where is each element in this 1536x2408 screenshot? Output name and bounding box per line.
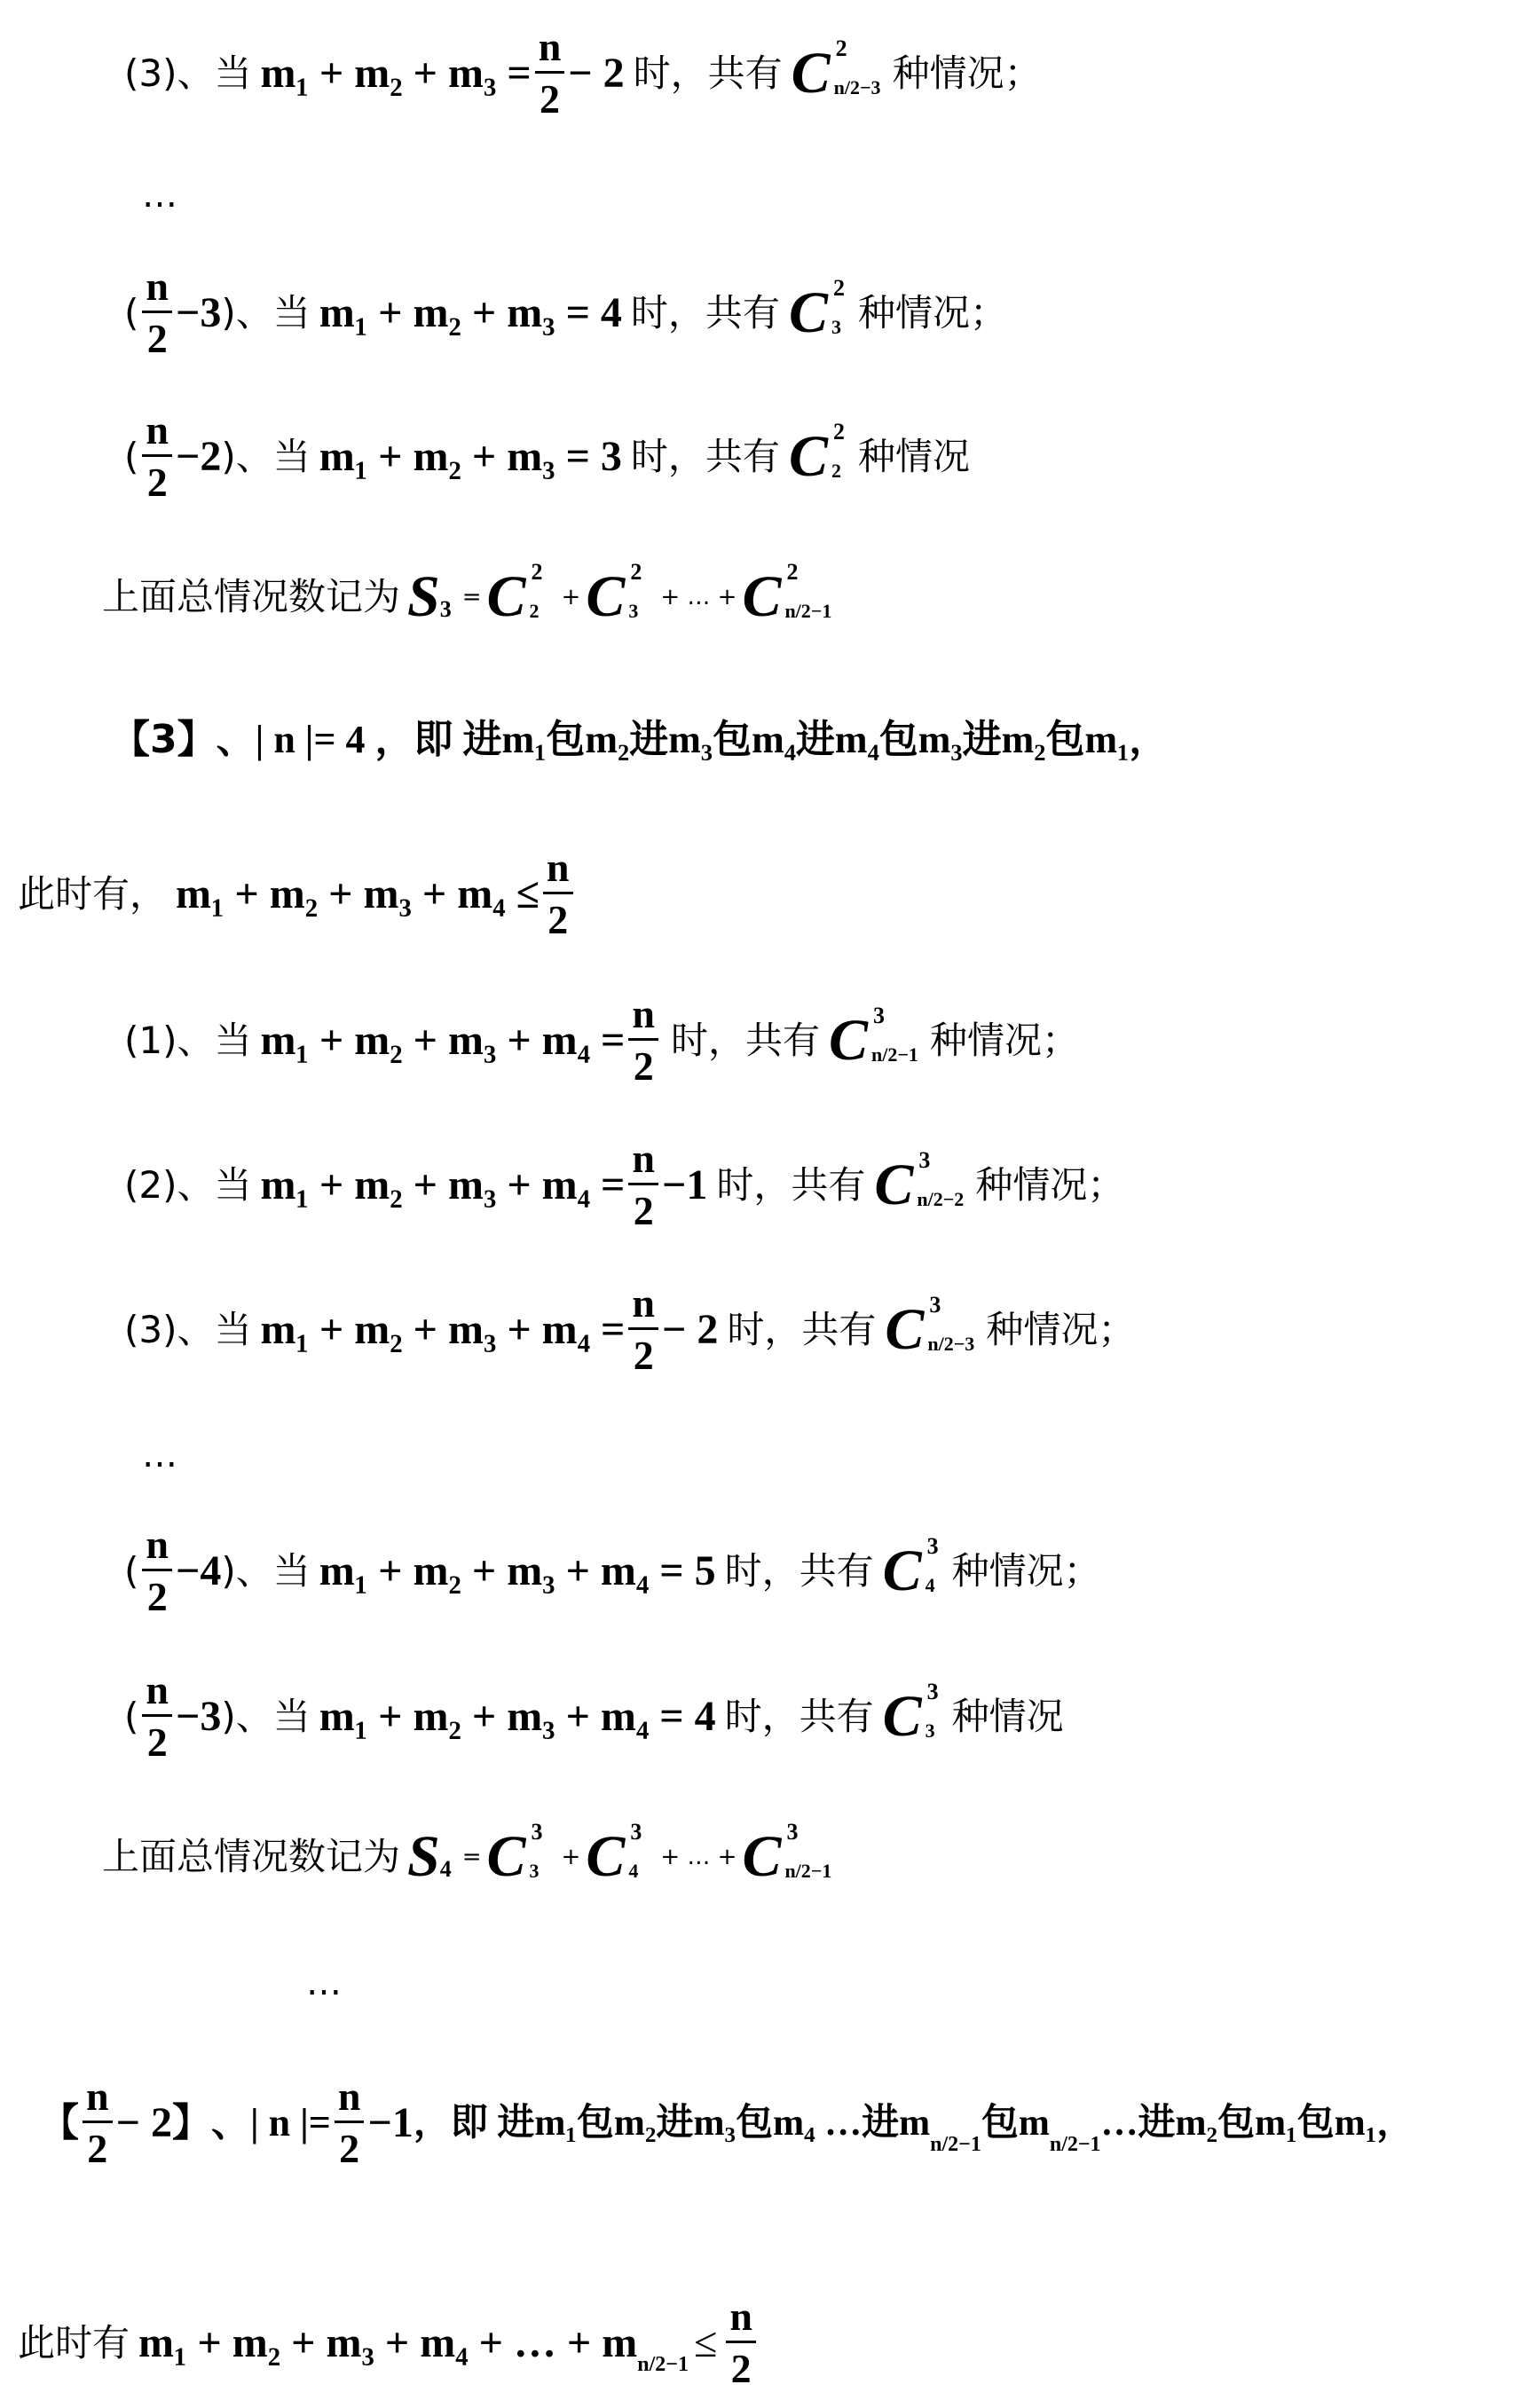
comb-sub: 3 (529, 1860, 540, 1882)
case-prefix: (2)、当 (124, 1162, 252, 1207)
frac-den: 2 (547, 897, 569, 942)
offset: −2 (175, 432, 222, 480)
comb-sup: 2 (531, 559, 543, 585)
frac-num: n (146, 1667, 169, 1712)
offset: − 2 (662, 1305, 719, 1353)
line-case-n2-3-four (124, 1667, 1064, 1765)
frac-num: n (632, 1280, 655, 1326)
fraction (83, 2076, 113, 2169)
mid-text: 时，共有 (630, 434, 780, 478)
combination-symbol: C 2 n/2−1 (742, 559, 832, 629)
combination-symbol: C 2 2 (486, 559, 543, 629)
frac-num: n (729, 2294, 752, 2339)
bracket-close: 】 (171, 2099, 211, 2145)
line-case-n2-2 (124, 407, 970, 505)
line-constraint-4 (18, 847, 577, 940)
ellipsis: … (306, 1963, 343, 2003)
frac-num: n (146, 1522, 169, 1567)
comb-sub: 4 (925, 1573, 935, 1596)
comb-sub: 3 (925, 1719, 935, 1742)
s-symbol: S (407, 564, 440, 629)
tail-text: 种情况； (857, 290, 1007, 334)
combination-symbol: C 3 n/2−2 (874, 1146, 965, 1217)
fraction (535, 24, 565, 122)
case-prefix: (3)、当 (124, 51, 252, 95)
equals-sign: = (461, 584, 482, 610)
offset: −3 (175, 1692, 222, 1740)
line-section-3 (111, 717, 1169, 762)
comb-sup: 3 (929, 1291, 941, 1318)
sum-expression: m₁ + m₂ + m₃ + m₄ = (260, 1016, 626, 1064)
fraction (628, 1138, 658, 1232)
combination-symbol: C 3 4 (586, 1819, 642, 1889)
case-prefix: (1)、当 (124, 1018, 252, 1062)
combination-symbol: C 3 3 (486, 1819, 543, 1889)
sequence-text: ，即 进m₁包m₂进m₃包m₄ …进m (413, 2102, 931, 2144)
combination-symbol: C 3 n/2−1 (829, 1002, 918, 1073)
offset: −4 (175, 1546, 222, 1594)
frac-num: n (86, 2074, 109, 2119)
line-total-s3 (102, 559, 832, 629)
comb-sup: 3 (918, 1146, 931, 1173)
comb-sub: n/2−1 (784, 1860, 832, 1882)
s-subscript: 4 (439, 1856, 452, 1882)
combination-symbol: C 3 n/2−1 (742, 1819, 832, 1889)
case-prefix: (3)、当 (124, 1307, 252, 1351)
comb-sup: 3 (630, 1819, 642, 1845)
frac-den: 2 (146, 1574, 168, 1619)
combination-symbol: C 2 n/2−3 (791, 35, 881, 106)
paren-close: )、当 (221, 1694, 311, 1738)
mid-text: 时，共有 (724, 1548, 874, 1593)
total-label: 上面总情况数记为 (102, 575, 401, 618)
frac-den: 2 (146, 460, 168, 505)
section-bracket: 【3】 (111, 717, 217, 762)
mid-text: 时，共有 (716, 1162, 866, 1207)
mid-text: 时，共有 (671, 1018, 821, 1062)
mid-text: 时，共有 (633, 51, 783, 95)
comb-sub: n/2−1 (784, 600, 832, 622)
combination-symbol: C 2 2 (788, 418, 845, 489)
sum-expression: m₁ + m₂ + m₃ = 4 (319, 288, 622, 336)
paren-open: ( (124, 1548, 139, 1593)
frac-den: 2 (339, 2126, 360, 2171)
abs-n-text: 、| n |= (210, 2100, 331, 2144)
offset: −3 (175, 288, 222, 336)
comb-sup: 3 (926, 1678, 939, 1704)
line-case-n2-4 (124, 1524, 1101, 1617)
constraint-label: 此时有， (18, 871, 168, 916)
comb-sub: 2 (529, 600, 540, 622)
line-case-3-four (124, 1280, 1136, 1378)
tail-text: 种情况； (975, 1162, 1125, 1207)
index-subscript: n/2−1 (930, 2132, 981, 2156)
fraction (543, 847, 573, 940)
mid-text: 时，共有 (724, 1694, 874, 1738)
frac-den: 2 (633, 1333, 654, 1378)
tail-text: 种情况； (986, 1307, 1136, 1351)
combination-symbol: C 3 3 (882, 1678, 939, 1749)
frac-den: 2 (633, 1043, 654, 1089)
sum-expression: m₁ + m₂ + m₃ = 3 (319, 432, 622, 480)
paren-open: ( (124, 290, 139, 334)
line-total-s4 (102, 1819, 832, 1889)
frac-num: n (146, 264, 169, 309)
comb-sup: 3 (926, 1532, 939, 1559)
sum-expression: m₁ + m₂ + m₃ + m₄ = 4 (319, 1692, 716, 1740)
s-subscript: 3 (439, 596, 452, 622)
frac-num: n (632, 1136, 655, 1181)
frac-num: n (146, 407, 169, 452)
comb-sup: 3 (786, 1819, 799, 1845)
paren-open: ( (124, 434, 139, 478)
paren-close: )、当 (221, 290, 311, 334)
fraction (142, 1667, 172, 1765)
frac-den: 2 (146, 316, 168, 361)
constraint-label: 此时有 (18, 2320, 130, 2365)
tail-text: 种情况； (892, 51, 1042, 95)
comb-sup: 2 (835, 35, 847, 61)
frac-num: n (538, 24, 562, 69)
equals-sign: = (461, 1844, 482, 1870)
plus-sign: + (561, 1844, 581, 1870)
mid-text: 时，共有 (630, 290, 780, 334)
sum-expression: m₁ + m₂ + m₃ + m₄ = (260, 1305, 626, 1353)
fraction (142, 407, 172, 505)
fraction (335, 2076, 365, 2169)
fraction (142, 266, 172, 359)
frac-den: 2 (633, 1188, 654, 1233)
ellipsis: … (142, 1435, 179, 1475)
frac-num: n (546, 845, 570, 890)
paren-close: )、当 (221, 1548, 311, 1593)
line-case-n2-3 (124, 266, 1007, 359)
tail-text: 种情况； (930, 1018, 1080, 1062)
combination-symbol: C 2 3 (586, 559, 642, 629)
comb-sub: n/2−1 (871, 1043, 918, 1066)
combination-symbol: C 3 4 (882, 1532, 939, 1603)
leq-sign: ≤ (693, 2318, 718, 2366)
frac-den: 2 (539, 76, 560, 122)
total-label: 上面总情况数记为 (102, 1835, 401, 1878)
ellipsis: … (142, 175, 179, 216)
offset: −1 (662, 1161, 708, 1208)
line-case-2-four (124, 1138, 1124, 1232)
combination-symbol: C 2 3 (788, 274, 845, 345)
sequence-text: 包m (981, 2102, 1050, 2144)
combination-symbol: C 3 n/2−3 (885, 1291, 975, 1362)
ellipsis-plus: + … + (660, 1844, 737, 1870)
offset: −1 (367, 2098, 414, 2146)
index-subscript: n/2−1 (637, 2352, 689, 2376)
comb-sub: 4 (628, 1860, 639, 1882)
fraction (628, 991, 658, 1089)
line-case-1-four (124, 991, 1080, 1089)
comb-sub: n/2−3 (927, 1332, 975, 1355)
section-text: 、| n |= 4 ，即 进m₁包m₂进m₃包m₄进m₄包m₃进m₂包m₁， (216, 718, 1169, 761)
sum-expression: m₁ + m₂ + m₃ + m₄ + … + m (138, 2318, 638, 2366)
mid-text: 时，共有 (727, 1307, 877, 1351)
comb-sub: 2 (831, 459, 841, 482)
frac-den: 2 (87, 2126, 108, 2171)
comb-sub: n/2−3 (833, 75, 881, 98)
comb-sub: 3 (831, 315, 841, 338)
comb-sup: 2 (630, 559, 642, 585)
bracket-open: 【 (40, 2099, 79, 2145)
comb-sub: 3 (628, 600, 639, 622)
fraction (628, 1280, 658, 1378)
comb-sup: 3 (873, 1002, 886, 1028)
frac-den: 2 (730, 2346, 752, 2391)
s-symbol: S (407, 1824, 440, 1889)
fraction (726, 2296, 756, 2389)
sum-expression: m₁ + m₂ + m₃ + m₄ = (260, 1161, 626, 1208)
frac-num: n (337, 2074, 361, 2119)
line-constraint-general (18, 2296, 760, 2389)
fraction (142, 1524, 172, 1617)
frac-num: n (632, 991, 655, 1036)
plus-sign: + (561, 584, 581, 610)
tail-text: 种情况 (857, 434, 970, 478)
paren-close: )、当 (221, 434, 311, 478)
offset: − 2 (568, 49, 625, 97)
sequence-text: …进m₂包m₁包m₁， (1100, 2102, 1414, 2144)
sum-expression: m₁ + m₂ + m₃ = (260, 49, 532, 97)
frac-den: 2 (146, 1719, 168, 1765)
line-section-general (40, 2076, 1414, 2169)
tail-text: 种情况； (951, 1548, 1101, 1593)
index-subscript: n/2−1 (1049, 2132, 1101, 2156)
tail-text: 种情况 (951, 1694, 1064, 1738)
offset: − 2 (115, 2098, 172, 2146)
sum-expression: m₁ + m₂ + m₃ + m₄ ≤ (176, 870, 540, 917)
comb-sup: 3 (531, 1819, 543, 1845)
comb-sub: n/2−2 (917, 1187, 965, 1210)
sum-expression: m₁ + m₂ + m₃ + m₄ = 5 (319, 1546, 716, 1594)
comb-sup: 2 (832, 274, 845, 301)
comb-sup: 2 (786, 559, 799, 585)
comb-sup: 2 (832, 418, 845, 445)
paren-open: ( (124, 1694, 139, 1738)
line-case-3-three (124, 24, 1042, 122)
ellipsis-plus: + … + (660, 584, 737, 610)
